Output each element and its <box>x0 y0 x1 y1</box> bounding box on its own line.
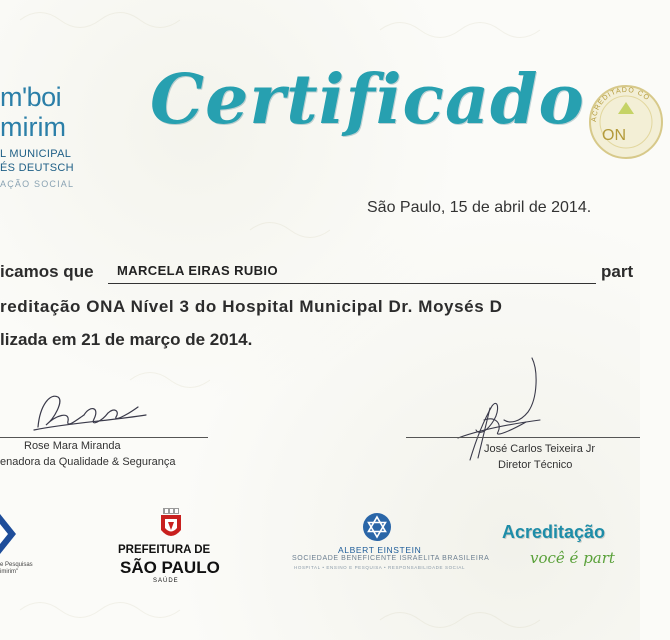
research-logo-line2: imirim" <box>0 569 19 575</box>
issue-date: São Paulo, 15 de abril de 2014. <box>367 199 592 216</box>
hospital-logo-line5: AÇÃO SOCIAL <box>0 179 75 189</box>
hospital-logo-line2: mirim <box>0 112 66 142</box>
acreditacao-line2: você é part <box>530 549 615 567</box>
albert-einstein-logo <box>290 512 490 572</box>
prefeitura-line3: SAÚDE <box>153 578 179 584</box>
body-line1-prefix: icamos que <box>0 262 94 281</box>
right-signature-line <box>406 437 640 438</box>
left-signer-name: Rose Mara Miranda <box>24 440 121 452</box>
left-signature-line <box>0 437 208 438</box>
certificate-title: Certificado <box>150 60 585 140</box>
left-signature-icon <box>28 385 158 440</box>
recipient-name-underline <box>108 283 596 284</box>
acreditacao-logo <box>502 522 640 582</box>
seal-label: ON <box>602 127 626 144</box>
diamond-logo-icon <box>0 510 20 558</box>
hospital-logo-line3: L MUNICIPAL <box>0 148 72 160</box>
acreditacao-line1: Acreditação <box>502 522 606 542</box>
body-line1-suffix: part <box>601 262 634 281</box>
einstein-line2: SOCIEDADE BENEFICENTE ISRAELITA BRASILEIRA <box>292 555 490 562</box>
prefeitura-logo <box>110 508 230 588</box>
left-signer-role: enadora da Qualidade & Segurança <box>0 456 176 468</box>
sao-paulo-crest-icon <box>157 508 185 542</box>
prefeitura-line1: PREFEITURA DE <box>118 544 211 556</box>
einstein-line1: ALBERT EINSTEIN <box>338 545 422 555</box>
hospital-logo-line1: m'boi <box>0 82 62 112</box>
ona-seal-icon <box>582 78 670 166</box>
seal-arc-text: ACREDITADO CO <box>590 86 651 123</box>
right-signer-role: Diretor Técnico <box>498 459 573 471</box>
research-logo-line1: e Pesquisas <box>0 562 33 568</box>
recipient-name: MARCELA EIRAS RUBIO <box>117 263 278 278</box>
star-of-david-icon <box>362 512 392 542</box>
right-signer-name: José Carlos Teixeira Jr <box>484 443 596 455</box>
hospital-logo-line4: ÉS DEUTSCH <box>0 162 74 174</box>
research-institute-logo <box>0 510 50 580</box>
body-line3: lizada em 21 de março de 2014. <box>0 330 253 349</box>
body-line2: reditação ONA Nível 3 do Hospital Municipal Dr. Moysés D <box>0 297 503 316</box>
einstein-line3: HOSPITAL • ENSINO E PESQUISA • RESPONSABILIDADE SOCIAL <box>294 565 466 570</box>
prefeitura-line2: SÃO PAULO <box>120 558 220 577</box>
